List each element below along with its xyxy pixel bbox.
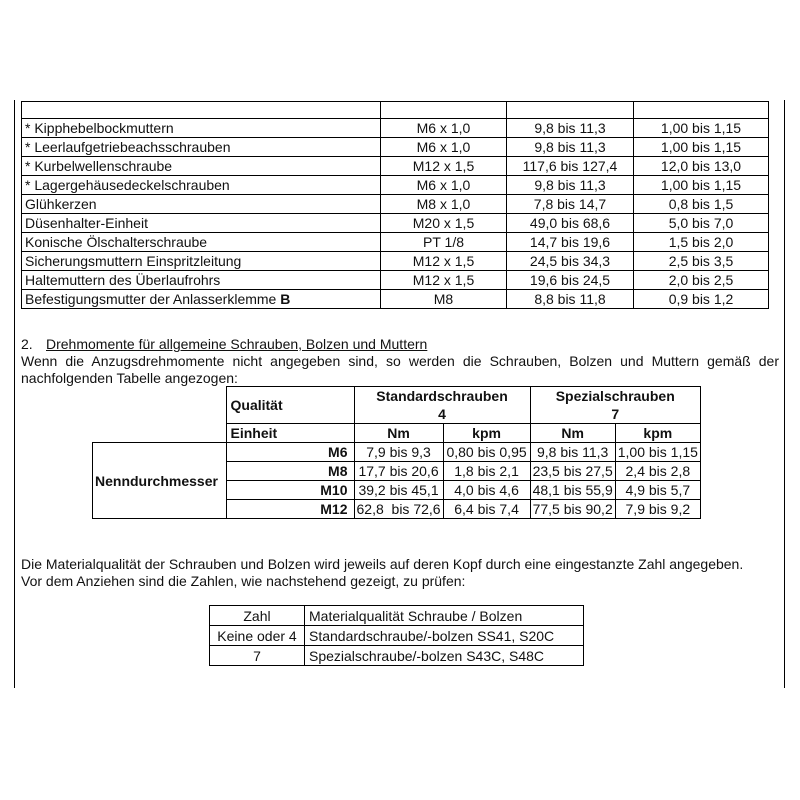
nominal-diameter-label: Nenndurchmesser xyxy=(93,443,227,519)
std-kpm-value: 6,4 bis 7,4 xyxy=(443,500,530,519)
section-title: Drehmomente für allgemeine Schrauben, Bolzen und Muttern xyxy=(46,336,428,352)
torque-nm: 24,5 bis 34,3 xyxy=(507,252,634,271)
torque-kpm: 12,0 bis 13,0 xyxy=(634,157,769,176)
table-row xyxy=(22,119,769,138)
table-row xyxy=(93,443,701,462)
section-intro-line-2: nachfolgenden Tabelle angezogen: xyxy=(21,370,238,386)
table-row xyxy=(22,214,769,233)
thread-size: M12 x 1,5 xyxy=(381,157,507,176)
torque-nm: 14,7 bis 19,6 xyxy=(507,233,634,252)
material-note-line-1: Die Materialqualität der Schrauben und Bolzen wird jeweils auf deren Kopf durch eine eingestanzte Zahl angegeben. xyxy=(21,556,744,572)
part-name: Düsenhalter-Einheit xyxy=(22,214,381,233)
torque-nm: 49,0 bis 68,6 xyxy=(507,214,634,233)
torque-nm: 8,8 bis 11,8 xyxy=(507,290,634,309)
torque-kpm: 2,0 bis 2,5 xyxy=(634,271,769,290)
grade-number: 7 xyxy=(210,646,305,666)
general-torque-table xyxy=(92,386,701,519)
section-heading xyxy=(21,336,427,352)
material-note-line-2: Vor dem Anziehen sind die Zahlen, wie nachstehend gezeigt, zu prüfen: xyxy=(21,573,466,589)
thread-size: M6 x 1,0 xyxy=(381,119,507,138)
size-label: M8 xyxy=(226,462,354,481)
torque-nm: 9,8 bis 11,3 xyxy=(507,138,634,157)
unit-label: Einheit xyxy=(226,424,354,443)
spec-kpm-header: kpm xyxy=(615,424,700,443)
table-row xyxy=(22,233,769,252)
std-nm-header: Nm xyxy=(354,424,443,443)
standard-bolts-header xyxy=(354,387,530,424)
part-name-text: Befestigungsmutter der Anlasserklemme xyxy=(25,291,281,307)
grade-description: Standardschraube/-bolzen SS41, S20C xyxy=(305,626,584,646)
part-name: Glühkerzen xyxy=(22,195,381,214)
number-header: Zahl xyxy=(210,606,305,626)
part-name: * Kurbelwellenschraube xyxy=(22,157,381,176)
std-kpm-value: 4,0 bis 4,6 xyxy=(443,481,530,500)
part-name: Haltemuttern des Überlaufrohrs xyxy=(22,271,381,290)
special-bolts-grade: 7 xyxy=(611,406,620,422)
table-row xyxy=(22,252,769,271)
page-border-right xyxy=(784,100,785,688)
spec-kpm-value: 1,00 bis 1,15 xyxy=(615,443,700,462)
torque-nm: 117,6 bis 127,4 xyxy=(507,157,634,176)
specific-torque-table xyxy=(21,101,769,309)
thread-size: M12 x 1,5 xyxy=(381,252,507,271)
torque-nm: 9,8 bis 11,3 xyxy=(507,119,634,138)
special-bolts-label: Spezialschrauben xyxy=(555,388,675,404)
part-name: Sicherungsmuttern Einspritzleitung xyxy=(22,252,381,271)
page-border-left xyxy=(14,100,15,688)
table-row xyxy=(22,290,769,309)
table-row xyxy=(210,626,584,646)
table-row xyxy=(22,138,769,157)
quality-label: Qualität xyxy=(226,387,354,424)
quality-header: Materialqualität Schraube / Bolzen xyxy=(305,606,584,626)
material-grade-table xyxy=(209,605,584,666)
spec-kpm-value: 2,4 bis 2,8 xyxy=(615,462,700,481)
spec-nm-value: 23,5 bis 27,5 xyxy=(530,462,615,481)
grade-description: Spezialschraube/-bolzen S43C, S48C xyxy=(305,646,584,666)
torque-kpm: 0,8 bis 1,5 xyxy=(634,195,769,214)
spec-kpm-value: 7,9 bis 9,2 xyxy=(615,500,700,519)
torque-kpm: 1,00 bis 1,15 xyxy=(634,176,769,195)
torque-nm: 9,8 bis 11,3 xyxy=(507,176,634,195)
spec-nm-value: 48,1 bis 55,9 xyxy=(530,481,615,500)
spec-nm-value: 9,8 bis 11,3 xyxy=(530,443,615,462)
part-name: * Lagergehäusedeckelschrauben xyxy=(22,176,381,195)
table-row xyxy=(22,157,769,176)
size-label: M10 xyxy=(226,481,354,500)
std-kpm-value: 0,80 bis 0,95 xyxy=(443,443,530,462)
standard-bolts-label: Standardschrauben xyxy=(376,388,508,404)
part-name: * Kipphebelbockmuttern xyxy=(22,119,381,138)
thread-size: PT 1/8 xyxy=(381,233,507,252)
table-row xyxy=(22,176,769,195)
section-number: 2. xyxy=(21,336,33,352)
std-nm-value: 39,2 bis 45,1 xyxy=(354,481,443,500)
table-row xyxy=(93,387,701,424)
thread-size: M8 xyxy=(381,290,507,309)
spec-nm-header: Nm xyxy=(530,424,615,443)
std-nm-value: 62,8 bis 72,6 xyxy=(354,500,443,519)
part-name: Konische Ölschalterschraube xyxy=(22,233,381,252)
thread-size: M8 x 1,0 xyxy=(381,195,507,214)
torque-kpm: 2,5 bis 3,5 xyxy=(634,252,769,271)
section-intro-line-1: Wenn die Anzugsdrehmomente nicht angegeben sind, so werden die Schrauben, Bolzen und Muttern gemäß der xyxy=(21,353,779,369)
thread-size: M6 x 1,0 xyxy=(381,176,507,195)
standard-bolts-grade: 4 xyxy=(438,406,446,422)
size-label: M12 xyxy=(226,500,354,519)
torque-kpm: 5,0 bis 7,0 xyxy=(634,214,769,233)
table-row xyxy=(210,646,584,666)
thread-size: M20 x 1,5 xyxy=(381,214,507,233)
table-row xyxy=(210,606,584,626)
torque-kpm: 1,5 bis 2,0 xyxy=(634,233,769,252)
part-name xyxy=(22,290,381,309)
size-label: M6 xyxy=(226,443,354,462)
std-nm-value: 7,9 bis 9,3 xyxy=(354,443,443,462)
spec-nm-value: 77,5 bis 90,2 xyxy=(530,500,615,519)
torque-kpm: 0,9 bis 1,2 xyxy=(634,290,769,309)
table-row xyxy=(22,271,769,290)
table-row xyxy=(22,195,769,214)
grade-number: Keine oder 4 xyxy=(210,626,305,646)
thread-size: M6 x 1,0 xyxy=(381,138,507,157)
terminal-letter: B xyxy=(280,291,291,307)
torque-nm: 7,8 bis 14,7 xyxy=(507,195,634,214)
std-kpm-header: kpm xyxy=(443,424,530,443)
special-bolts-header xyxy=(530,387,700,424)
std-kpm-value: 1,8 bis 2,1 xyxy=(443,462,530,481)
table-row xyxy=(93,424,701,443)
spec-kpm-value: 4,9 bis 5,7 xyxy=(615,481,700,500)
torque-kpm: 1,00 bis 1,15 xyxy=(634,119,769,138)
thread-size: M12 x 1,5 xyxy=(381,271,507,290)
torque-kpm: 1,00 bis 1,15 xyxy=(634,138,769,157)
std-nm-value: 17,7 bis 20,6 xyxy=(354,462,443,481)
part-name: * Leerlaufgetriebeachsschrauben xyxy=(22,138,381,157)
table-row-cut xyxy=(22,102,769,119)
torque-nm: 19,6 bis 24,5 xyxy=(507,271,634,290)
